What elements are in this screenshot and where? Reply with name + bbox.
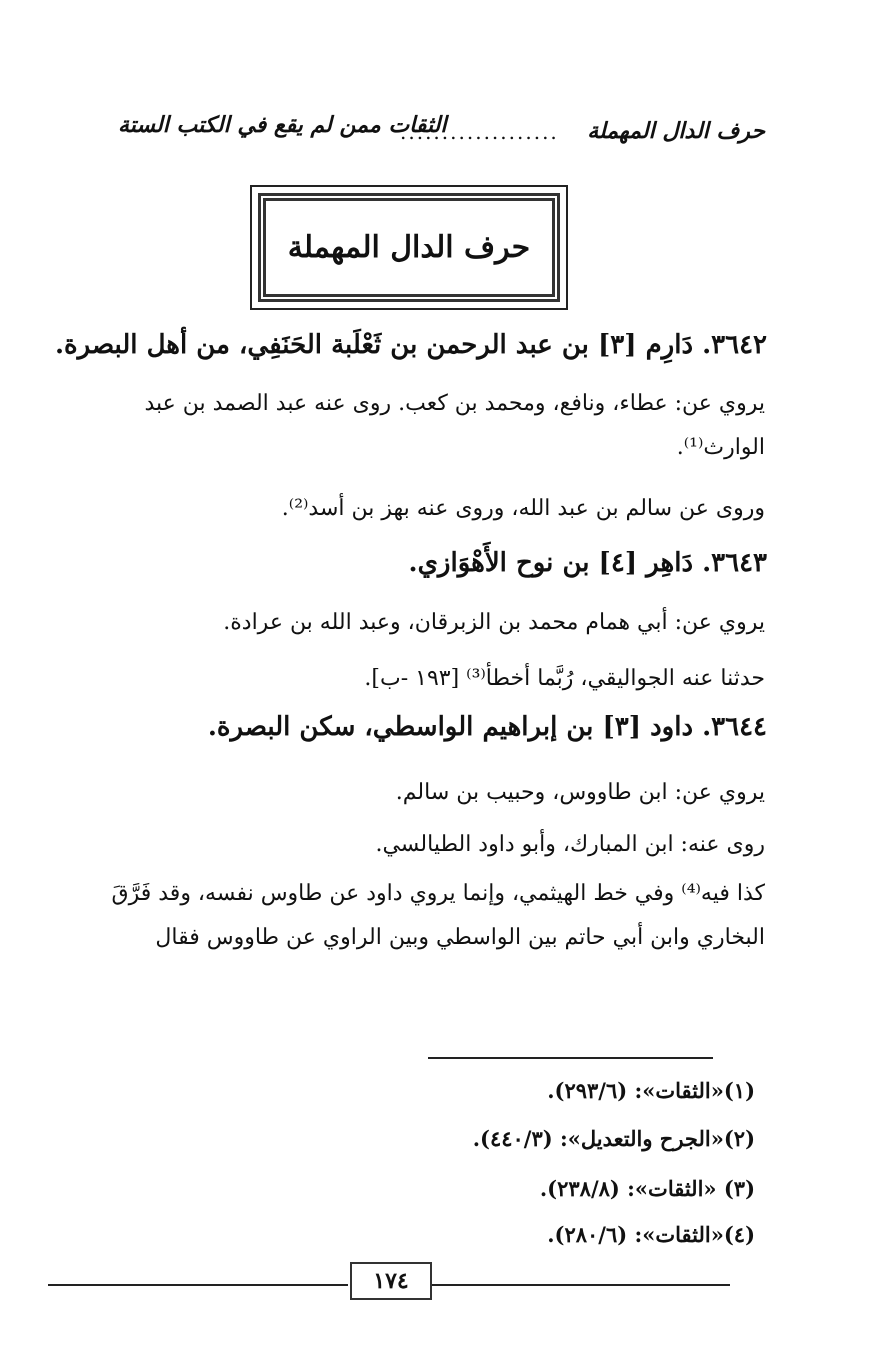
running-header-chapter: حرف الدال المهملة bbox=[587, 118, 765, 144]
bottom-rule-left bbox=[48, 1284, 348, 1286]
running-header-book: الثقات ممن لم يقع في الكتب الستة bbox=[118, 112, 447, 138]
footnote: (٢)«الجرح والتعديل»: (٤٤٠/٣). bbox=[472, 1126, 755, 1151]
entry-line: يروي عن: أبي همام محمد بن الزبرقان، وعبد الله بن عرادة. bbox=[223, 610, 765, 635]
footnote: (٣) «الثقات»: (٢٣٨/٨). bbox=[539, 1176, 755, 1201]
entry-paragraph: كذا فيه⁽⁴⁾ وفي خط الهيثمي، وإنما يروي داود عن طاوس نفسه، وقد فَرَّقَ البخاري وابن أبي حاتم بين الواسطي وبين الراوي عن طاووس فقال bbox=[111, 881, 765, 950]
chapter-title-frame bbox=[250, 185, 568, 310]
footnote: (٤)«الثقات»: (٢٨٠/٦). bbox=[547, 1222, 755, 1247]
bottom-rule-right bbox=[432, 1284, 730, 1286]
entry-line: حدثنا عنه الجواليقي، رُبَّما أخطأ⁽³⁾ [١٩٣ -ب]. bbox=[364, 666, 765, 691]
footnote: (١)«الثقات»: (٢٩٣/٦). bbox=[547, 1078, 755, 1103]
entry-heading: ٣٦٤٣. دَاهِر [٤] بن نوح الأَهْوَازي. bbox=[408, 548, 767, 578]
footnote-separator bbox=[428, 1057, 713, 1059]
entry-line: روى عنه: ابن المبارك، وأبو داود الطيالسي. bbox=[375, 832, 765, 857]
entry-line: وروى عن سالم بن عبد الله، وروى عنه بهز بن أسد⁽²⁾. bbox=[281, 496, 765, 521]
running-header-dots: ................... bbox=[400, 120, 559, 144]
chapter-title: حرف الدال المهملة bbox=[258, 193, 560, 302]
entry-heading: ٣٦٤٢. دَارِم [٣] بن عبد الرحمن بن ثَعْلَبة الحَنَفِي، من أهل البصرة. bbox=[54, 330, 767, 360]
entry-line: يروي عن: ابن طاووس، وحبيب بن سالم. bbox=[395, 780, 765, 805]
entry-paragraph: يروي عن: عطاء، ونافع، ومحمد بن كعب. روى عنه عبد الصمد بن عبد الوارث⁽¹⁾. bbox=[144, 391, 765, 460]
entry-heading: ٣٦٤٤. داود [٣] بن إبراهيم الواسطي، سكن البصرة. bbox=[207, 712, 767, 742]
page-number: ١٧٤ bbox=[350, 1262, 432, 1300]
